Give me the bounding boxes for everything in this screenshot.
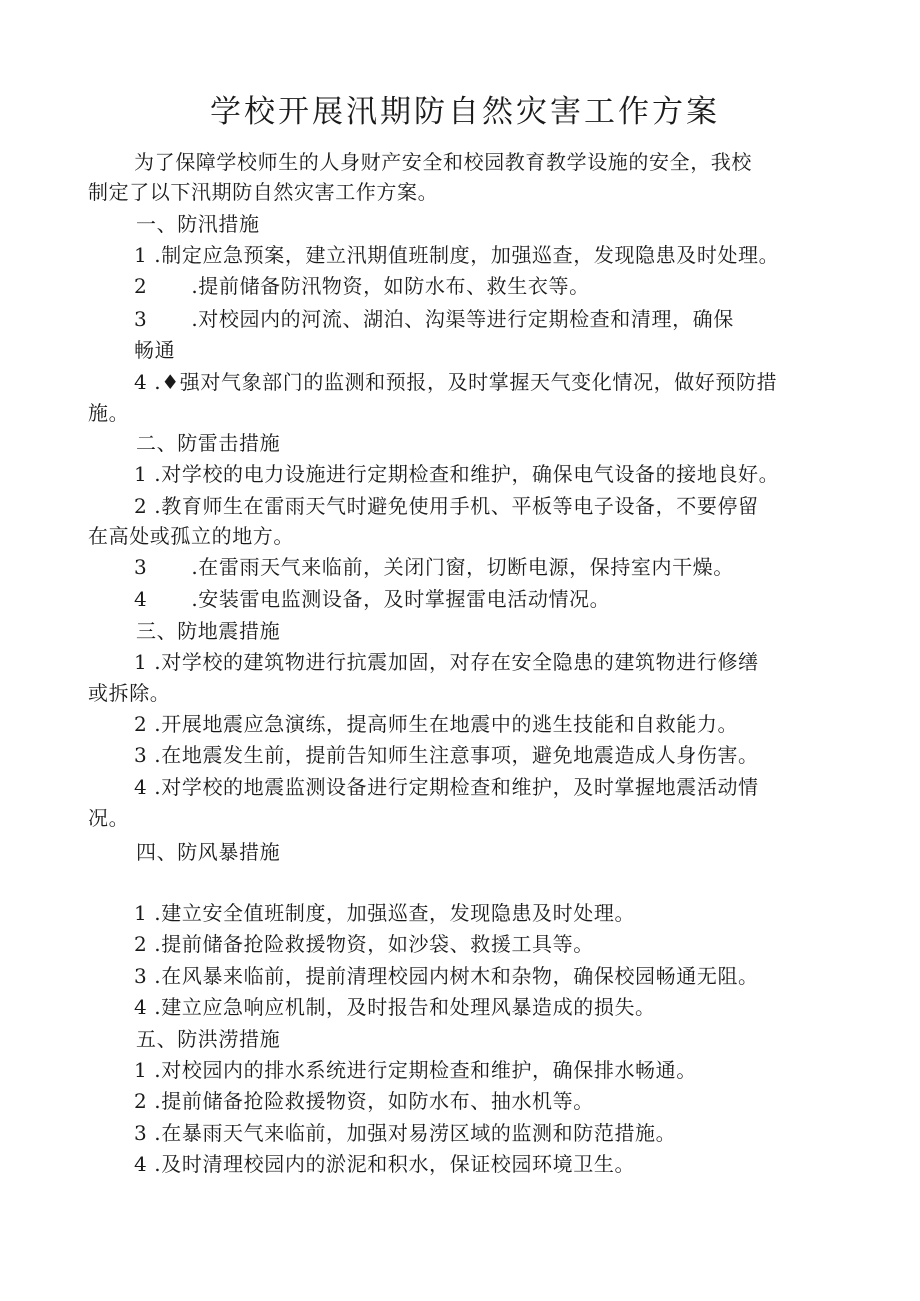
item-number: 3	[134, 555, 148, 579]
list-item	[134, 648, 759, 676]
item-text: .及时清理校园内的淤泥和积水，保证校园环境卫生。	[154, 1152, 636, 1176]
item-text: .在地震发生前，提前告知师生注意事项，避免地震造成人身伤害。	[154, 743, 759, 767]
list-item	[134, 1087, 594, 1115]
item-text: .在风暴来临前，提前清理校园内树木和杂物，确保校园畅通无阻。	[154, 964, 759, 988]
list-item	[134, 1119, 676, 1147]
list-item	[134, 1056, 697, 1084]
item-text: .提前储备防汛物资，如防水布、救生衣等。	[191, 274, 590, 298]
item-number: 2	[134, 274, 148, 298]
item-continuation: 况。	[88, 806, 130, 830]
item-text: .在暴雨天气来临前，加强对易涝区域的监测和防范措施。	[154, 1121, 677, 1145]
list-item	[134, 1150, 635, 1178]
item-number: 1	[134, 243, 148, 267]
list-item	[134, 930, 594, 958]
item-text: .制定应急预案，建立汛期值班制度，加强巡查，发现隐患及时处理。	[154, 243, 780, 267]
list-item	[134, 272, 590, 300]
list-item	[134, 460, 779, 488]
item-text: .建立应急响应机制，及时报告和处理风暴造成的损失。	[154, 995, 656, 1019]
item-text: .对学校的建筑物进行抗震加固，对存在安全隐患的建筑物进行修缮	[154, 650, 759, 674]
item-number: 3	[134, 307, 148, 331]
item-continuation: 在高处或孤立的地方。	[88, 524, 294, 548]
list-item	[134, 585, 610, 613]
intro-line-2: 制定了以下汛期防自然灾害工作方案。	[88, 180, 439, 204]
section-heading: 四、防风暴措施	[136, 840, 281, 864]
item-text: .教育师生在雷雨天气时避免使用手机、平板等电子设备，不要停留	[154, 494, 759, 518]
list-item	[134, 993, 656, 1021]
list-item	[134, 492, 759, 520]
item-text: .对学校的电力设施进行定期检查和维护，确保电气设备的接地良好。	[154, 462, 780, 486]
list-item	[134, 305, 734, 333]
item-number: 4	[134, 587, 148, 611]
list-item	[134, 241, 779, 269]
item-number: 3	[134, 1121, 148, 1145]
item-continuation: 畅通	[134, 338, 176, 362]
item-text: .安装雷电监测设备，及时掌握雷电活动情况。	[191, 587, 611, 611]
item-number: 4	[134, 370, 148, 394]
item-text: .建立安全值班制度，加强巡查，发现隐患及时处理。	[154, 901, 636, 925]
intro-line-1: 为了保障学校师生的人身财产安全和校园教育教学设施的安全，我校	[134, 150, 752, 174]
item-text: .对校园内的排水系统进行定期检查和维护，确保排水畅通。	[154, 1058, 697, 1082]
item-number: 4	[134, 995, 148, 1019]
section-heading: 一、防汛措施	[136, 212, 260, 236]
item-text: .提前储备抢险救援物资，如防水布、抽水机等。	[154, 1089, 594, 1113]
item-number: 1	[134, 462, 148, 486]
item-text: .♦强对气象部门的监测和预报，及时掌握天气变化情况，做好预防措	[154, 370, 778, 394]
item-number: 2	[134, 1089, 148, 1113]
item-continuation: 施。	[88, 401, 130, 425]
item-number: 2	[134, 494, 148, 518]
document-title: 学校开展汛期防自然灾害工作方案	[210, 94, 720, 130]
item-number: 3	[134, 743, 148, 767]
list-item	[134, 899, 635, 927]
section-heading: 五、防洪涝措施	[136, 1027, 281, 1051]
item-number: 4	[134, 1152, 148, 1176]
list-item	[134, 553, 734, 581]
item-number: 2	[134, 712, 148, 736]
item-number: 1	[134, 1058, 148, 1082]
list-item	[134, 741, 759, 769]
item-text: .在雷雨天气来临前，关闭门窗，切断电源，保持室内干燥。	[191, 555, 734, 579]
item-number: 2	[134, 932, 148, 956]
list-item	[134, 710, 738, 738]
item-number: 1	[134, 650, 148, 674]
list-item	[134, 962, 759, 990]
item-text: .开展地震应急演练，提高师生在地震中的逃生技能和自救能力。	[154, 712, 739, 736]
section-heading: 三、防地震措施	[136, 619, 281, 643]
list-item	[134, 368, 777, 396]
item-text: .提前储备抢险救援物资，如沙袋、救援工具等。	[154, 932, 594, 956]
section-heading: 二、防雷击措施	[136, 431, 281, 455]
item-number: 3	[134, 964, 148, 988]
item-number: 4	[134, 775, 148, 799]
item-text: .对学校的地震监测设备进行定期检查和维护，及时掌握地震活动情	[154, 775, 759, 799]
item-number: 1	[134, 901, 148, 925]
item-text: .对校园内的河流、湖泊、沟渠等进行定期检查和清理，确保	[191, 307, 734, 331]
list-item	[134, 773, 759, 801]
item-continuation: 或拆除。	[88, 681, 171, 705]
